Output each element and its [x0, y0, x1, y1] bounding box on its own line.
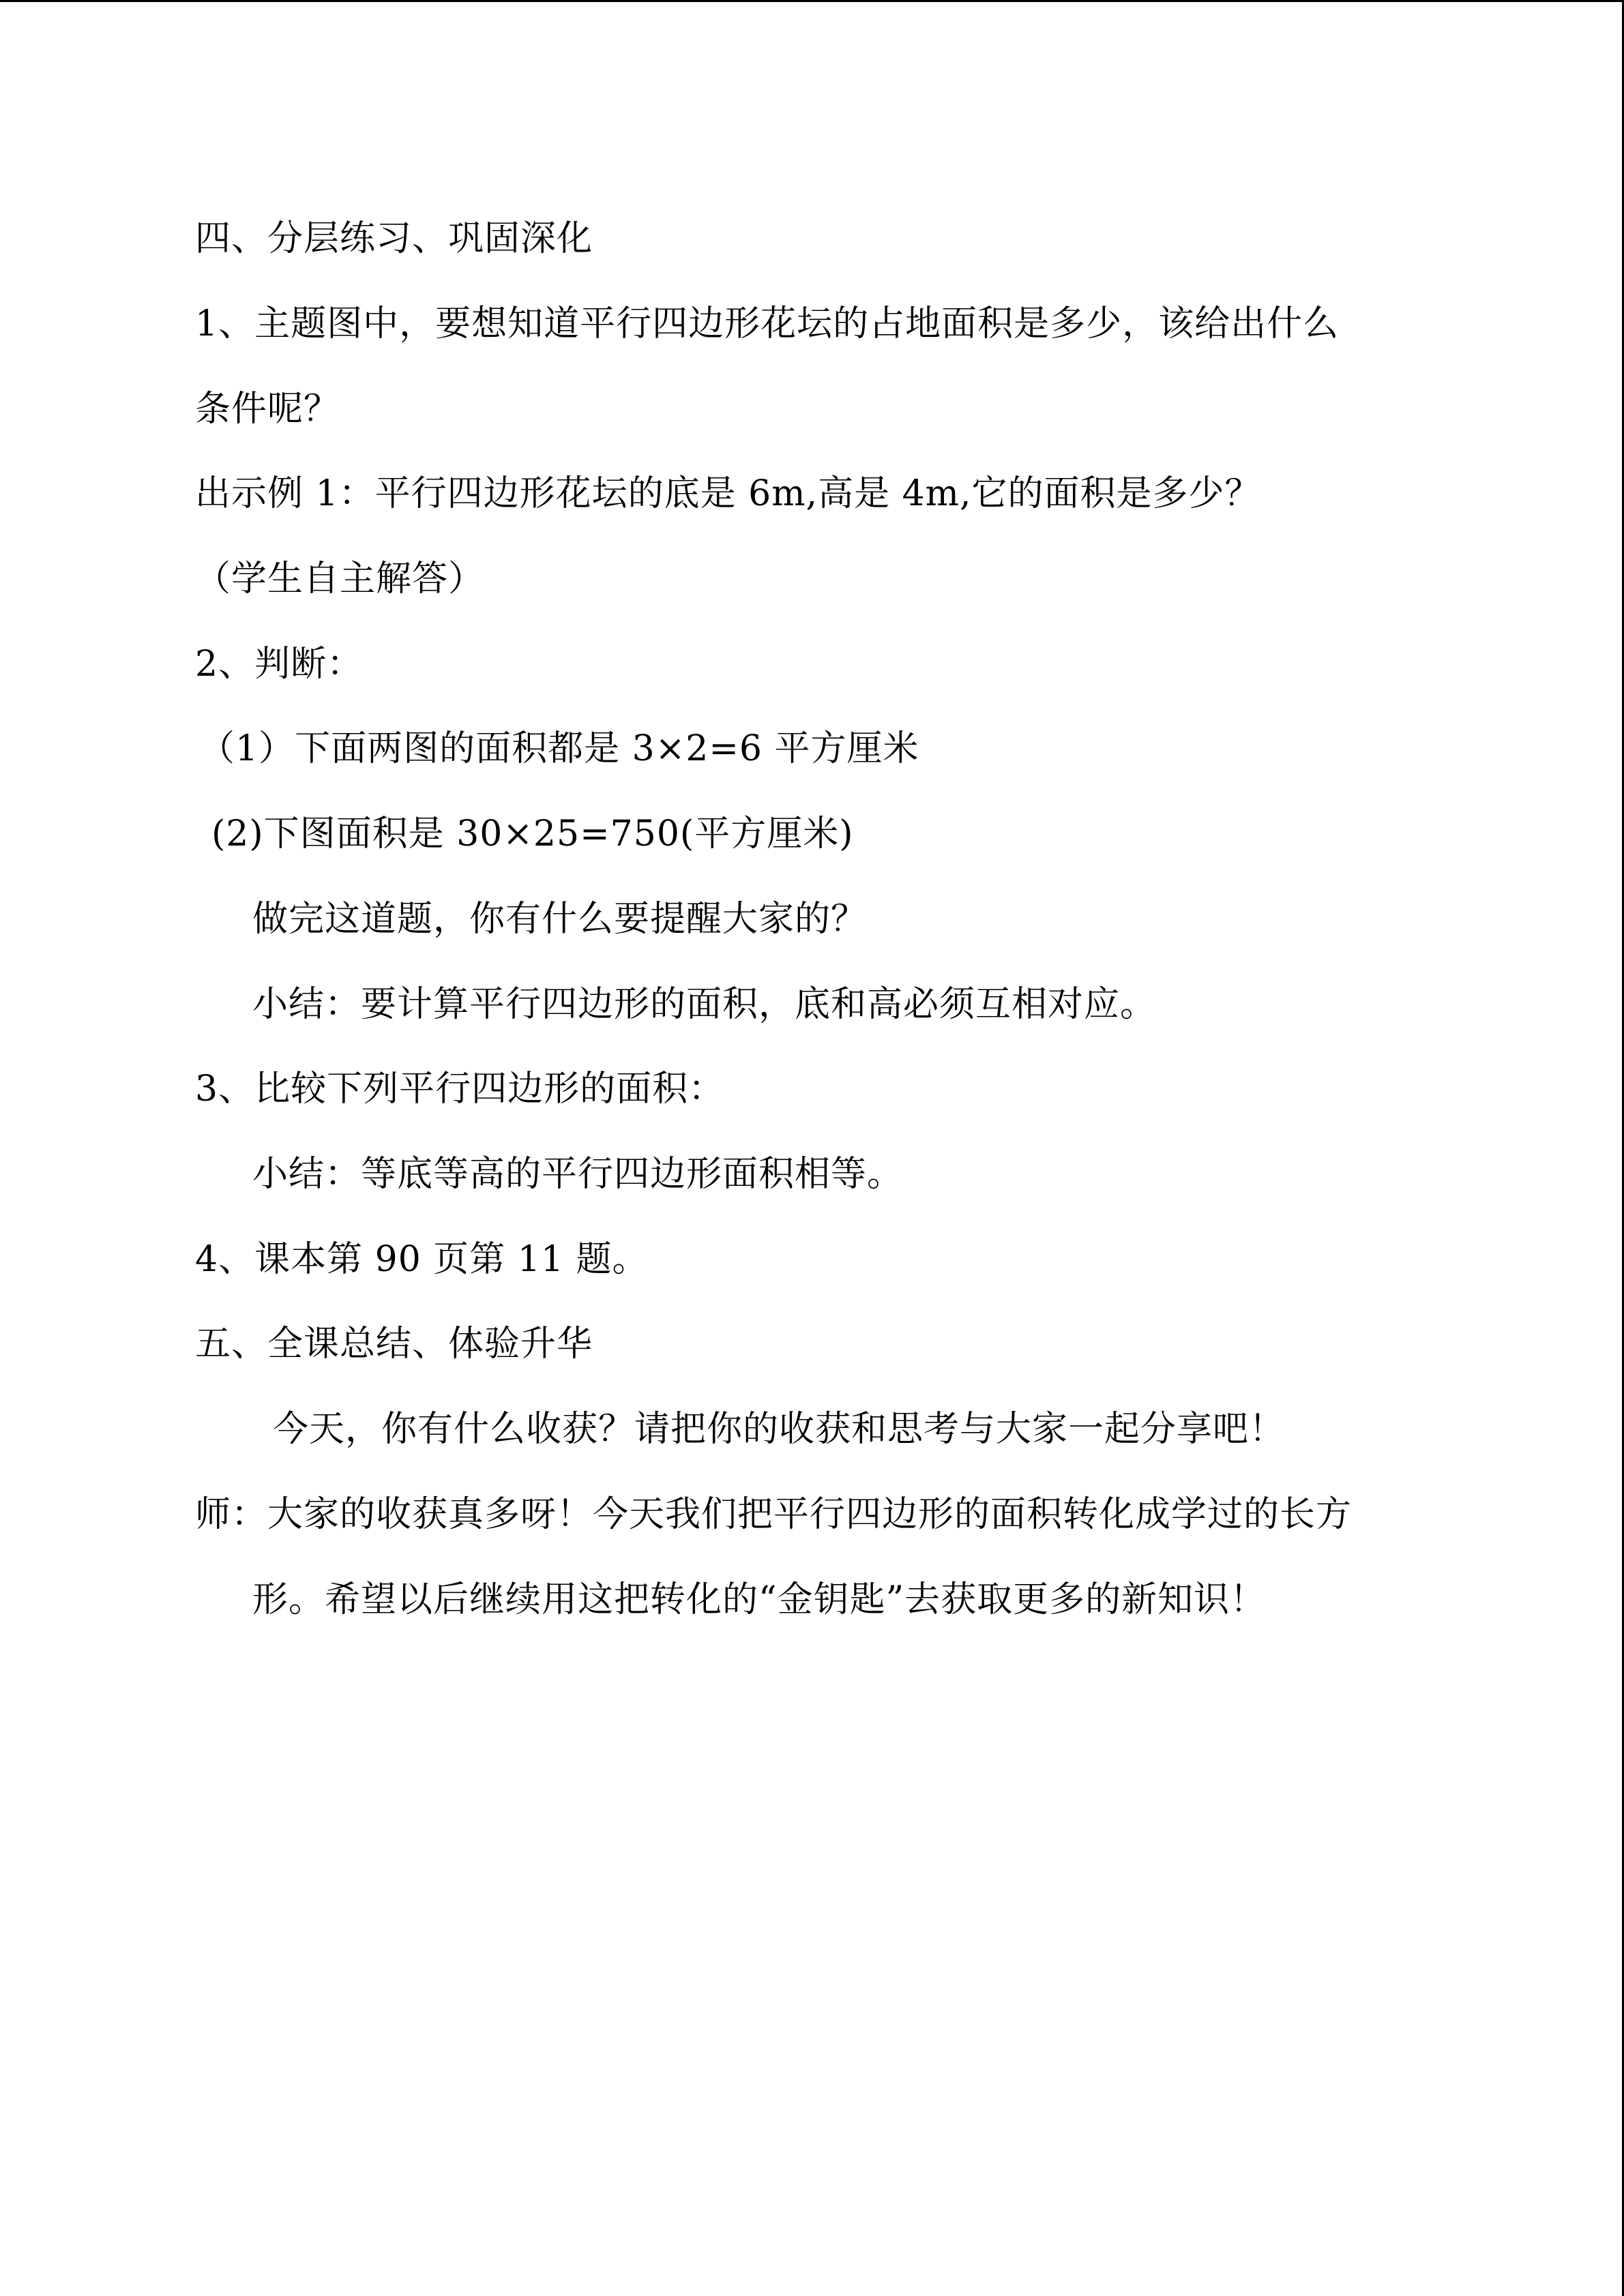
reminder-prompt: 做完这道题，你有什么要提醒大家的？ [252, 899, 868, 940]
question-3: 3、比较下列平行四边形的面积： [195, 1069, 725, 1109]
section-heading-5: 五、全课总结、体验升华 [195, 1324, 593, 1365]
teacher-remark-line-1: 师：大家的收获真多呀！今天我们把平行四边形的面积转化成学过的长方 [195, 1494, 1353, 1535]
judgement-item-1: （1）下面两图的面积都是 3×2=6 平方厘米 [199, 728, 919, 769]
student-answer-note: （学生自主解答） [195, 558, 485, 599]
teacher-remark-line-2: 形。希望以后继续用这把转化的“金钥匙”去获取更多的新知识！ [252, 1579, 1267, 1620]
question-2-heading: 2、判断： [195, 644, 364, 685]
summary-1: 小结：要计算平行四边形的面积，底和高必须互相对应。 [252, 984, 1157, 1025]
summary-2: 小结：等底等高的平行四边形面积相等。 [252, 1154, 904, 1195]
example-1: 出示例 1：平行四边形花坛的底是 6m,高是 4m,它的面积是多少？ [195, 473, 1261, 514]
question-4: 4、课本第 90 页第 11 题。 [195, 1239, 649, 1280]
section-heading-4: 四、分层练习、巩固深化 [195, 218, 593, 259]
judgement-item-2: (2)下图面积是 30×25=750(平方厘米) [211, 814, 854, 854]
question-1-line-2: 条件呢？ [195, 389, 340, 430]
question-1-line-1: 1、主题图中，要想知道平行四边形花坛的占地面积是多少，该给出什么 [195, 303, 1340, 344]
reflection-prompt: 今天，你有什么收获？请把你的收获和思考与大家一起分享吧！ [273, 1409, 1286, 1450]
